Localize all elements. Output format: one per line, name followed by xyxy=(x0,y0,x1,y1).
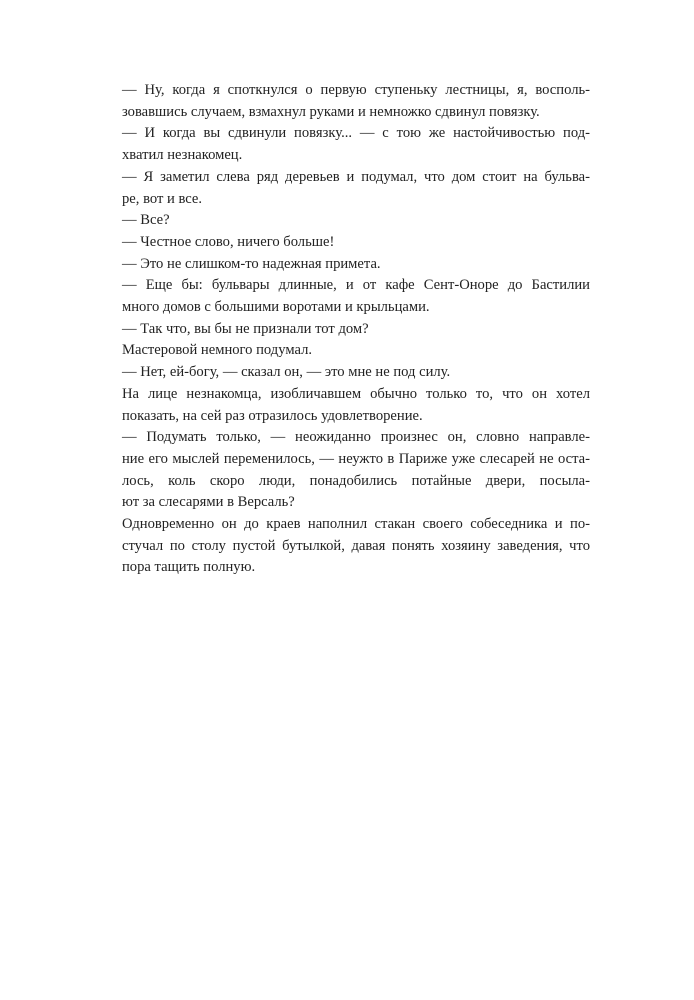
text-line: На лице незнакомца, изобличавшем обычно только то, что он хотел xyxy=(122,385,590,402)
text-line: пора тащить полную. xyxy=(122,559,256,576)
paragraph xyxy=(104,514,590,579)
paragraph xyxy=(104,362,590,384)
text-line: ют за слесарями в Версаль? xyxy=(122,494,295,511)
text-line: — Так что, вы бы не признали тот дом? xyxy=(122,320,369,337)
paragraph xyxy=(104,167,590,210)
text-line: — Подумать только, — неожиданно произнес он, словно направле- xyxy=(122,429,590,446)
text-line: Одновременно он до краев наполнил стакан своего собеседника и по- xyxy=(122,516,590,533)
text-line: зовавшись случаем, взмахнул руками и немножко сдвинул повязку. xyxy=(122,103,540,120)
text-line: — Все? xyxy=(122,212,170,229)
text-line: показать, на сей раз отразилось удовлетворение. xyxy=(122,407,423,424)
text-line: ре, вот и все. xyxy=(122,190,203,207)
paragraph xyxy=(104,275,590,318)
paragraph xyxy=(104,210,590,232)
text-line: лось, коль скоро люди, понадобились потайные двери, посыла- xyxy=(122,472,590,489)
text-line: — Нет, ей-богу, — сказал он, — это мне не под силу. xyxy=(122,364,451,381)
text-line: много домов с большими воротами и крыльцами. xyxy=(122,299,430,316)
paragraph xyxy=(104,232,590,254)
text-line: — Ну, когда я споткнулся о первую ступеньку лестницы, я, восполь- xyxy=(122,82,590,98)
text-line: Мастеровой немного подумал. xyxy=(122,342,313,359)
text-line: ние его мыслей переменилось, — неужто в Париже уже слесарей не оста- xyxy=(122,450,590,467)
paragraph xyxy=(104,427,590,514)
paragraph xyxy=(104,340,590,362)
paragraph xyxy=(104,80,590,123)
text-line: — Это не слишком-то надежная примета. xyxy=(122,255,381,272)
paragraph xyxy=(104,319,590,341)
paragraph xyxy=(104,123,590,166)
text-line: — Честное слово, ничего больше! xyxy=(122,233,335,250)
text-line: стучал по столу пустой бутылкой, давая понять хозяину заведения, что xyxy=(122,537,590,554)
text-line: — Я заметил слева ряд деревьев и подумал, что дом стоит на бульва- xyxy=(122,168,590,185)
paragraph xyxy=(104,384,590,427)
text-line: хватил незнакомец. xyxy=(122,147,243,164)
body-text xyxy=(104,80,590,579)
paragraph xyxy=(104,254,590,276)
text-line: — И когда вы сдвинули повязку... — с тою же настойчивостью под- xyxy=(122,125,590,142)
text-line: — Еще бы: бульвары длинные, и от кафе Сент-Оноре до Бастилии xyxy=(122,277,590,294)
